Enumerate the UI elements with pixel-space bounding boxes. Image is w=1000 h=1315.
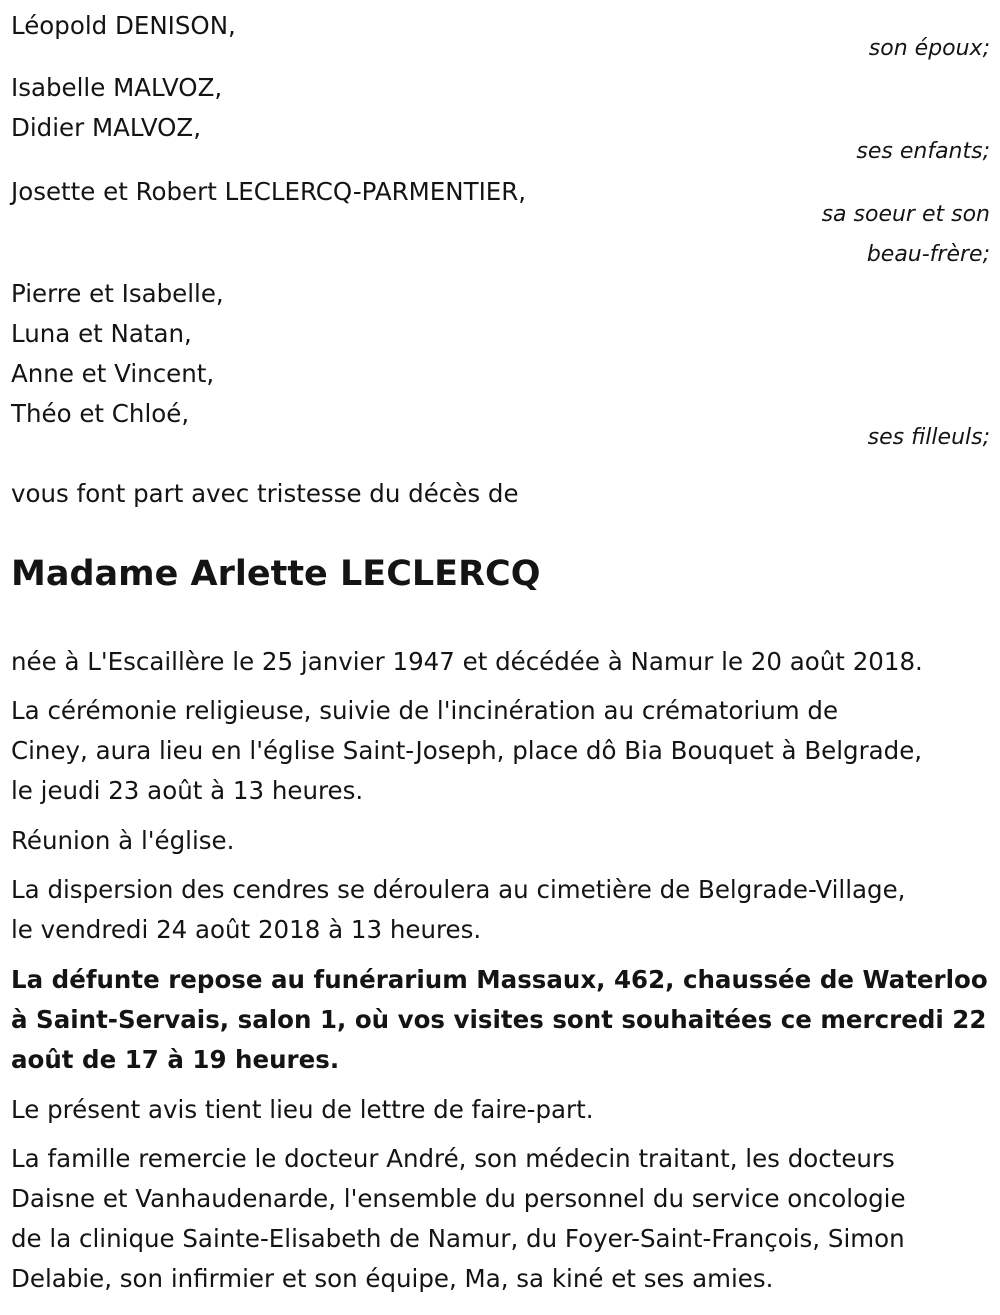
- family-line-didier: Didier MALVOZ,: [11, 113, 202, 142]
- ceremony-line-1: La cérémonie religieuse, suivie de l'incinération au crématorium de: [11, 696, 839, 725]
- role-soeur-line-2: beau-frère;: [866, 242, 990, 267]
- role-enfants: ses enfants;: [856, 139, 990, 164]
- role-epoux: son époux;: [868, 36, 990, 61]
- deceased-name: Madame Arlette LECLERCQ: [11, 554, 541, 594]
- announcement-intro: vous font part avec tristesse du décès de: [11, 479, 519, 508]
- reunion-line: Réunion à l'église.: [11, 826, 235, 855]
- birth-line: née à L'Escaillère le 25 janvier 1947 et décédée à Namur le 20 août 2018.: [11, 647, 923, 676]
- family-line-anne: Anne et Vincent,: [11, 359, 215, 388]
- role-soeur-line-1: sa soeur et son: [821, 202, 990, 227]
- notice-line: Le présent avis tient lieu de lettre de faire-part.: [11, 1095, 594, 1124]
- family-line-luna: Luna et Natan,: [11, 319, 192, 348]
- family-line-theo: Théo et Chloé,: [11, 399, 190, 428]
- ceremony-line-2: Ciney, aura lieu en l'église Saint-Joseph, place dô Bia Bouquet à Belgrade,: [11, 736, 923, 765]
- dispersion-line-2: le vendredi 24 août 2018 à 13 heures.: [11, 915, 482, 944]
- thanks-line-3: de la clinique Sainte-Elisabeth de Namur, du Foyer-Saint-François, Simon: [11, 1224, 905, 1253]
- dispersion-line-1: La dispersion des cendres se déroulera au cimetière de Belgrade-Village,: [11, 875, 906, 904]
- family-line-leopold: Léopold DENISON,: [11, 11, 236, 40]
- birth-paragraph: [11, 642, 996, 682]
- thanks-paragraph: [11, 1139, 996, 1299]
- ceremony-paragraph: [11, 691, 996, 811]
- thanks-line-1: La famille remercie le docteur André, son médecin traitant, les docteurs: [11, 1144, 895, 1173]
- family-line-isabelle: Isabelle MALVOZ,: [11, 73, 223, 102]
- thanks-line-2: Daisne et Vanhaudenarde, l'ensemble du personnel du service oncologie: [11, 1184, 906, 1213]
- funeral-line-1: La défunte repose au funérarium Massaux, 462, chaussée de Waterloo: [11, 965, 988, 994]
- thanks-line-4: Delabie, son infirmier et son équipe, Ma, sa kiné et ses amies.: [11, 1264, 774, 1293]
- family-line-pierre: Pierre et Isabelle,: [11, 279, 224, 308]
- family-line-josette: Josette et Robert LECLERCQ-PARMENTIER,: [11, 177, 527, 206]
- reunion-paragraph: [11, 821, 996, 861]
- funeral-home-paragraph: [11, 960, 996, 1080]
- role-filleuls: ses filleuls;: [867, 425, 990, 450]
- funeral-line-3: août de 17 à 19 heures.: [11, 1045, 340, 1074]
- notice-paragraph: [11, 1090, 996, 1130]
- dispersion-paragraph: [11, 870, 996, 950]
- funeral-line-2: à Saint-Servais, salon 1, où vos visites sont souhaitées ce mercredi 22: [11, 1005, 987, 1034]
- ceremony-line-3: le jeudi 23 août à 13 heures.: [11, 776, 364, 805]
